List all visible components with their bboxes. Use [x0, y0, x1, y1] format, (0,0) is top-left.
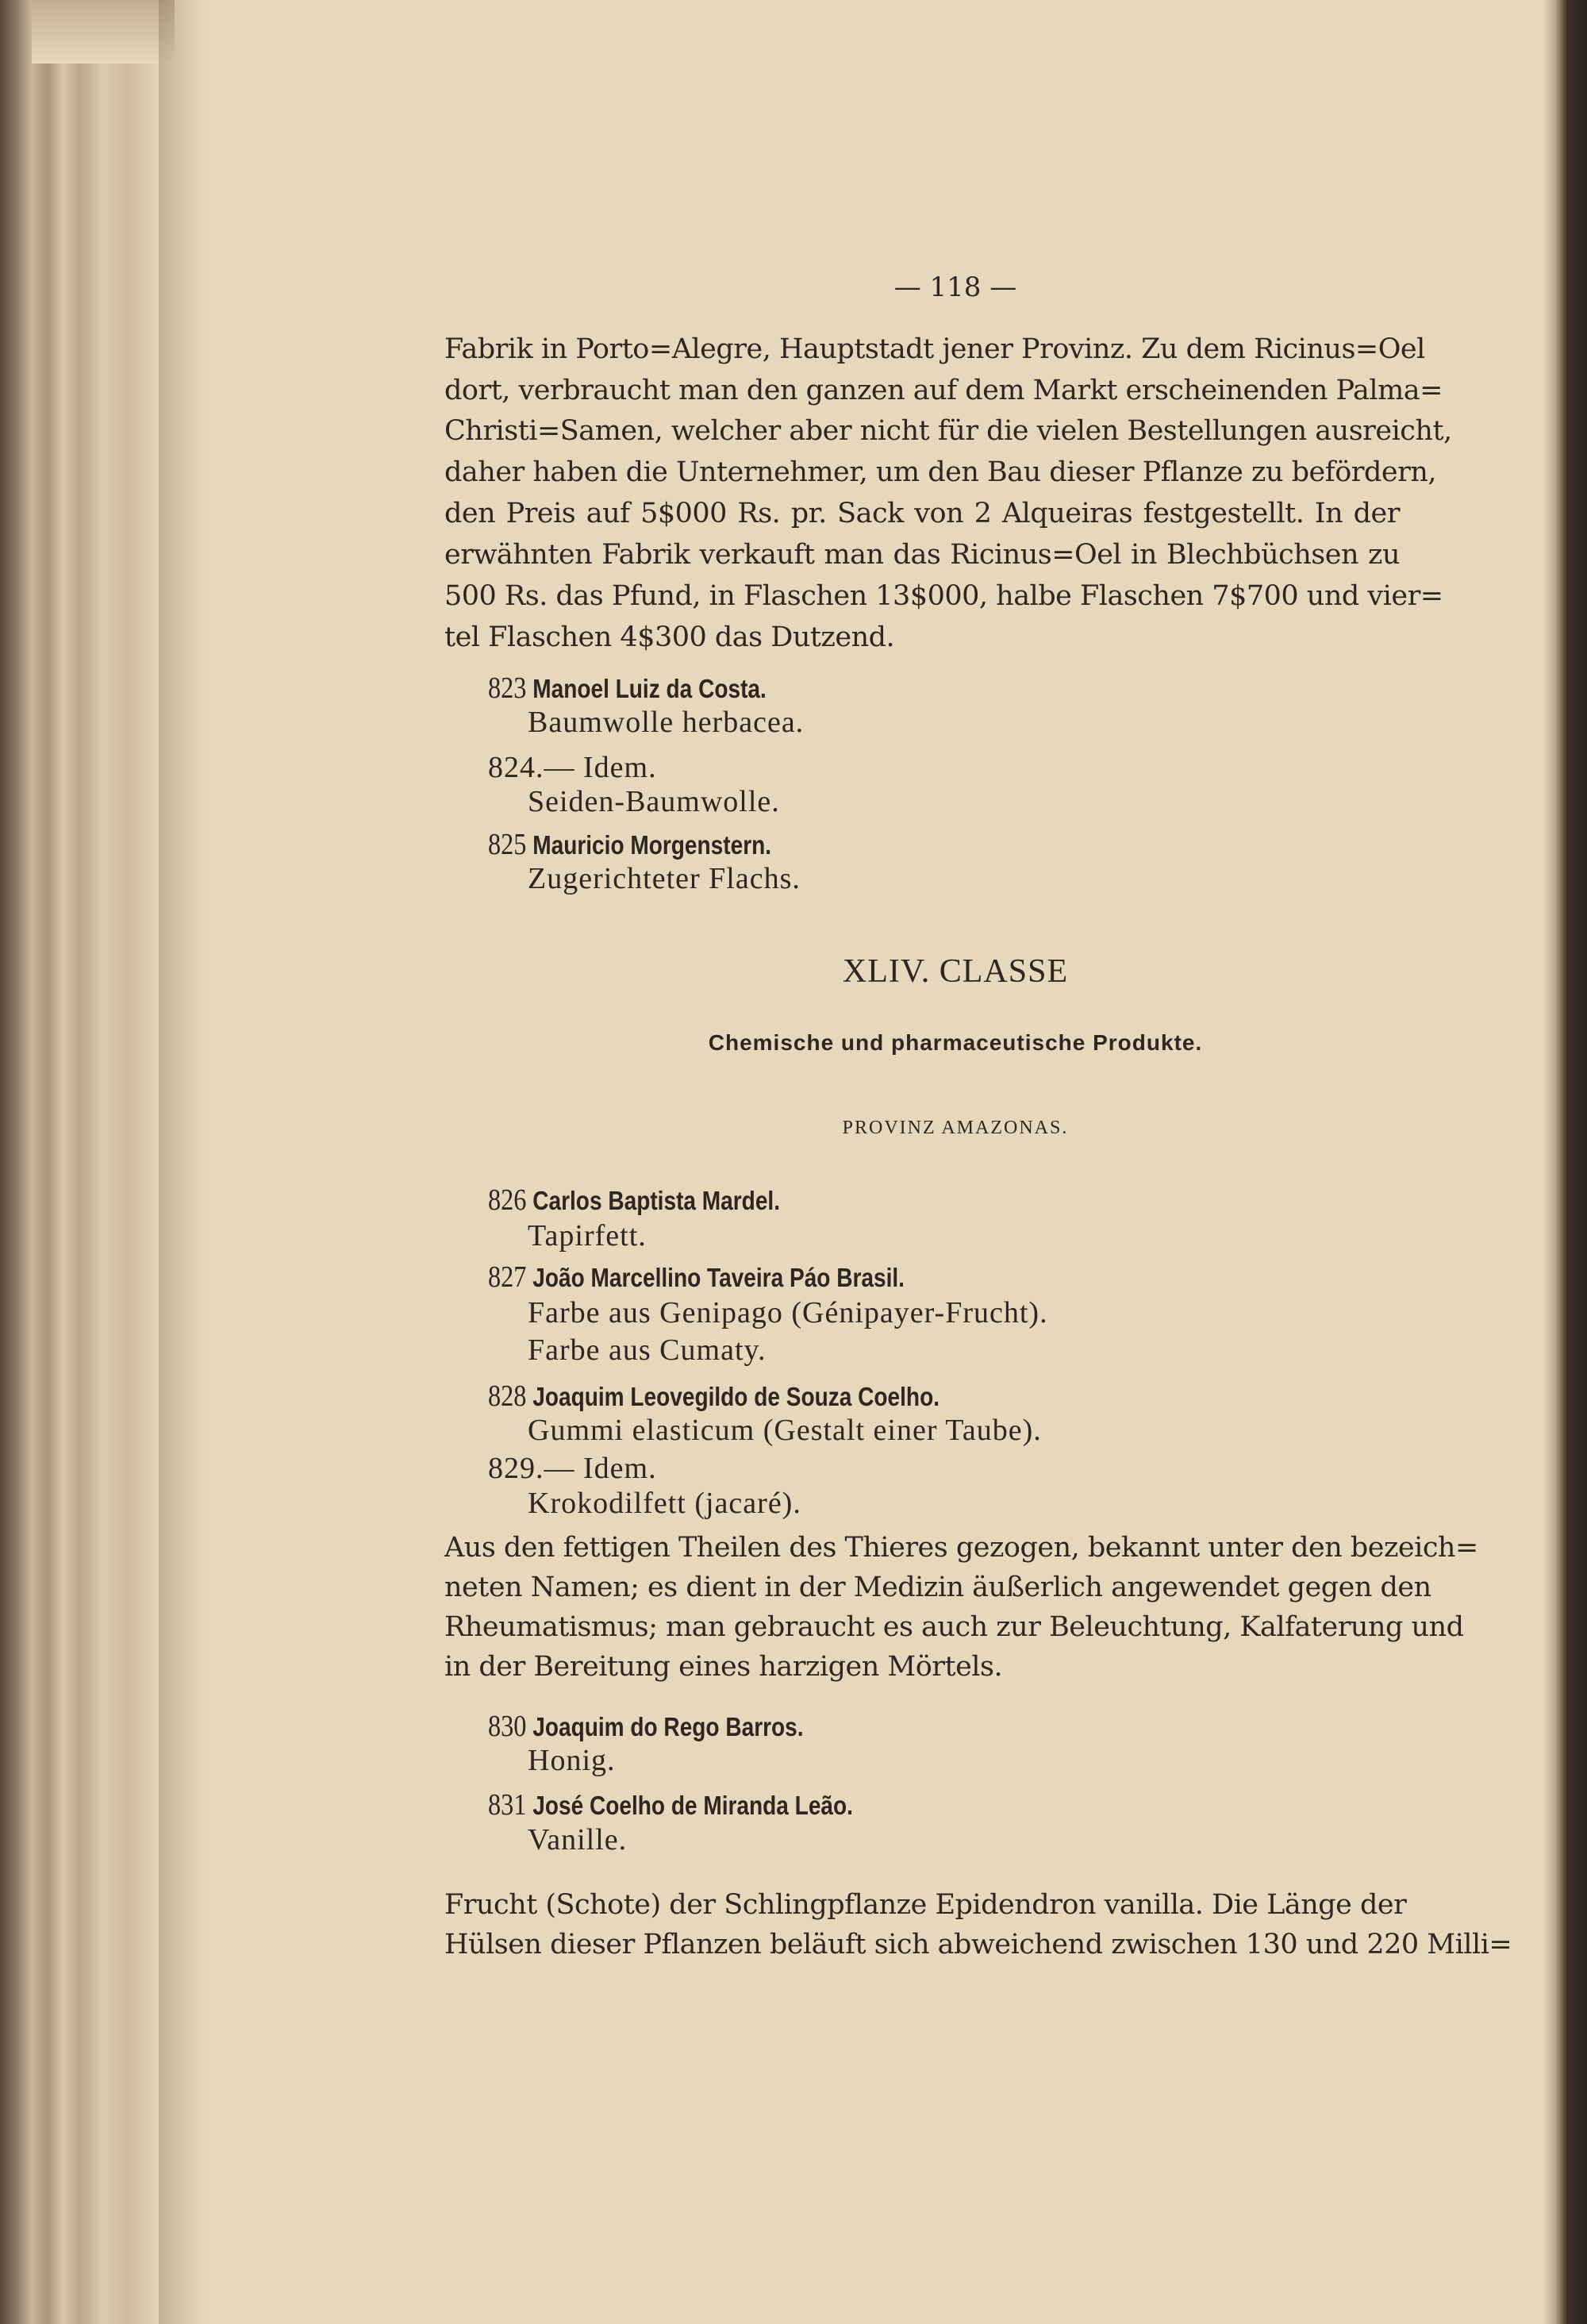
- class-heading: XLIV. CLASSE: [842, 953, 1069, 990]
- idem: Idem.: [583, 751, 657, 784]
- entry-824: [488, 750, 1443, 785]
- entry-item: Krokodilfett (jacaré).: [528, 1487, 801, 1520]
- entry-item: Gummi elasticum (Gestalt einer Taube).: [528, 1414, 1042, 1447]
- text-line: Fabrik in Porto=Alegre, Hauptstadt jener Provinz. Zu dem Ricinus=Oel: [444, 333, 1425, 365]
- province-heading: PROVINZ AMAZONAS.: [842, 1118, 1069, 1138]
- exhibitor-name: Joaquim Leovegildo de Souza Coelho.: [532, 1382, 940, 1411]
- entry-number: 823: [488, 671, 527, 705]
- exhibitor-name: Carlos Baptista Mardel.: [532, 1186, 781, 1215]
- entry-item: Honig.: [528, 1744, 616, 1777]
- text-line: in der Bereitung eines harzigen Mörtels.: [444, 1651, 1003, 1683]
- text-line: Aus den fettigen Theilen des Thieres gezogen, bekannt unter den bezeich=: [444, 1532, 1478, 1564]
- text-line: erwähnten Fabrik verkauft man das Ricinus=Oel in Blechbüchsen zu: [444, 539, 1400, 571]
- text-line: Hülsen dieser Pflanzen beläuft sich abweichend zwischen 130 und 220 Milli=: [444, 1929, 1512, 1960]
- entry-item: Zugerichteter Flachs.: [528, 862, 801, 895]
- text-line: dort, verbraucht man den ganzen auf dem Markt erscheinenden Palma=: [444, 375, 1443, 406]
- text-line: tel Flaschen 4$300 das Dutzend.: [444, 621, 895, 653]
- class-subtitle: Chemische und pharmaceutische Produkte.: [708, 1030, 1203, 1055]
- exhibitor-name: Mauricio Morgenstern.: [532, 830, 772, 860]
- entry-number: 825: [488, 828, 527, 861]
- right-page-edge: [1543, 0, 1587, 2324]
- entry-item: Baumwolle herbacea.: [528, 706, 805, 739]
- text-line: den Preis auf 5$000 Rs. pr. Sack von 2 Alqueiras festgestellt. In der: [444, 498, 1400, 529]
- entry-item: Tapirfett.: [528, 1219, 647, 1252]
- entry-number: 830: [488, 1710, 527, 1743]
- entry-number: 826: [488, 1183, 527, 1217]
- idem: Idem.: [583, 1452, 657, 1485]
- entry-item: Farbe aus Genipago (Génipayer-Frucht).: [528, 1296, 1048, 1329]
- entry-830: [488, 1709, 1300, 1744]
- entry-number: 829.—: [488, 1452, 575, 1485]
- entry-item: Vanille.: [528, 1823, 628, 1857]
- exhibitor-name: Manoel Luiz da Costa.: [532, 674, 767, 703]
- entry-number: 831: [488, 1788, 527, 1822]
- text-line: Christi=Samen, welcher aber nicht für die vielen Bestellungen ausreicht,: [444, 415, 1452, 447]
- entry-number: 824.—: [488, 751, 575, 784]
- entry-823: [488, 671, 1300, 706]
- gutter-shadow: [159, 0, 206, 2324]
- entry-827: [488, 1260, 1300, 1295]
- text-line: Rheumatismus; man gebraucht es auch zur Beleuchtung, Kalfaterung und: [444, 1611, 1464, 1643]
- entry-829: [488, 1451, 1443, 1486]
- exhibitor-name: José Coelho de Miranda Leão.: [532, 1791, 853, 1820]
- page-stack-top: [32, 0, 175, 63]
- exhibitor-name: João Marcellino Taveira Páo Brasil.: [532, 1263, 905, 1292]
- exhibitor-name: Joaquim do Rego Barros.: [532, 1712, 804, 1741]
- text-line: 500 Rs. das Pfund, in Flaschen 13$000, halbe Flaschen 7$700 und vier=: [444, 580, 1443, 612]
- entry-831: [488, 1787, 1300, 1822]
- entry-number: 828: [488, 1379, 527, 1413]
- entry-826: [488, 1183, 1300, 1218]
- entry-825: [488, 827, 1300, 862]
- text-line: Frucht (Schote) der Schlingpflanze Epidendron vanilla. Die Länge der: [444, 1889, 1407, 1921]
- page-number: — 118 —: [893, 271, 1017, 303]
- text-line: neten Namen; es dient in der Medizin äußerlich angewendet gegen den: [444, 1572, 1431, 1603]
- entry-item: Seiden-Baumwolle.: [528, 785, 780, 818]
- entry-item: Farbe aus Cumaty.: [528, 1333, 767, 1367]
- entry-828: [488, 1379, 1300, 1414]
- book-page-stack-edge: [0, 0, 171, 2324]
- text-line: daher haben die Unternehmer, um den Bau dieser Pflanze zu befördern,: [444, 456, 1437, 488]
- entry-number: 827: [488, 1260, 527, 1294]
